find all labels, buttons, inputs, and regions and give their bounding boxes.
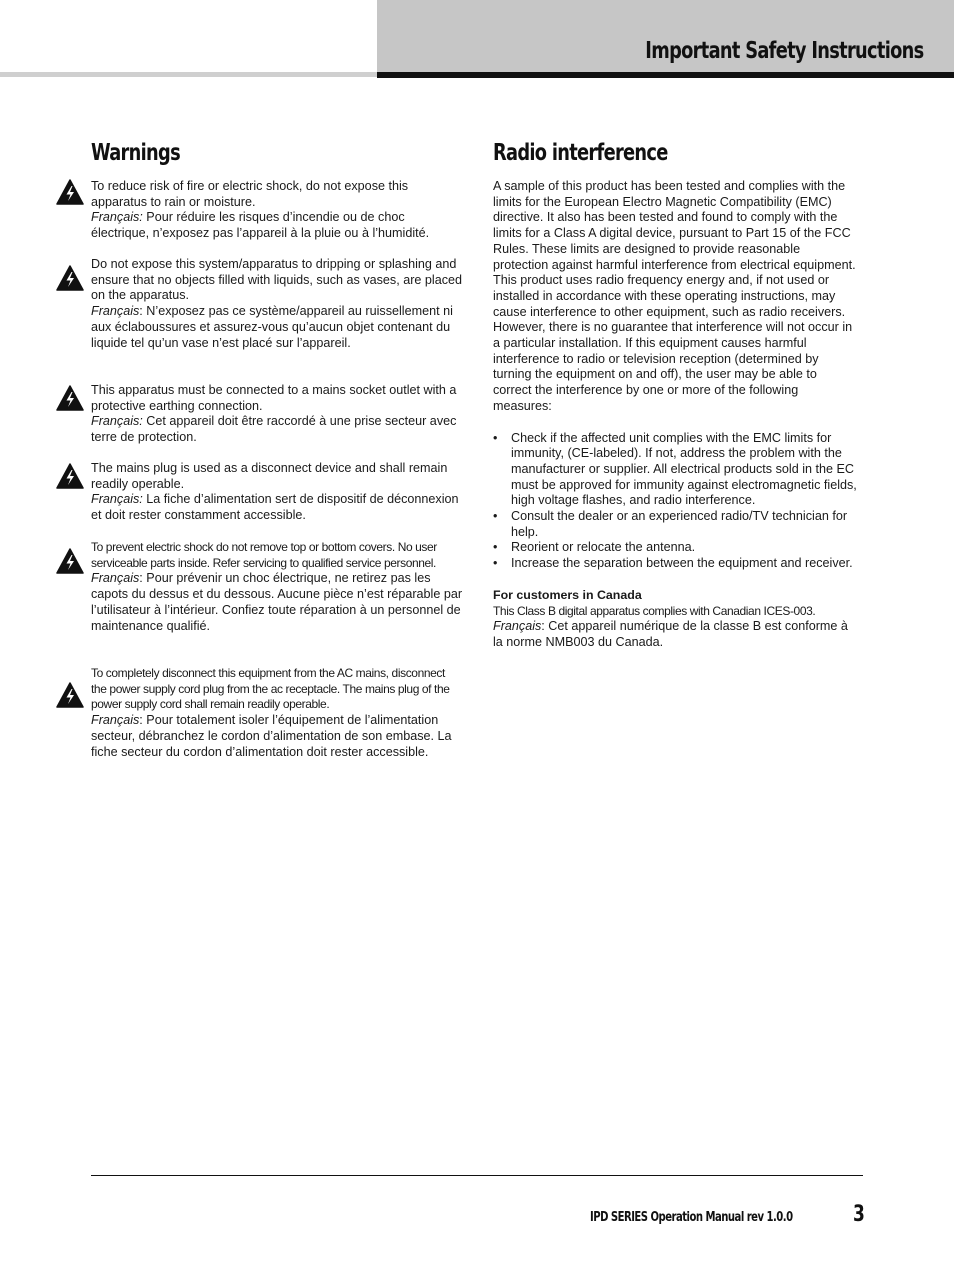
francais-label: Français — [91, 713, 140, 728]
warning-item — [91, 257, 463, 351]
page-title: Important Safety Instructions — [645, 38, 924, 64]
header-left-rule — [0, 72, 377, 77]
manual-name: IPD SERIES Operation Manual rev 1.0.0 — [590, 1210, 793, 1225]
warning-item — [91, 540, 463, 634]
francais-label: Français: — [91, 414, 143, 429]
francais-label: Français — [493, 619, 542, 634]
electric-shock-warning-icon — [56, 179, 84, 205]
electric-shock-warning-icon — [56, 385, 84, 411]
header-right-rule — [377, 72, 954, 78]
warning-text-en: To reduce risk of fire or electric shock, do not expose this apparatus to rain or moisture. — [91, 179, 409, 209]
warning-text-en: The mains plug is used as a disconnect device and shall remain readily operable. — [91, 461, 448, 491]
warning-item — [91, 383, 463, 446]
list-item: • Check if the affected unit complies with the EMC limits for immunity, (CE-labeled). If not, address the problem with the manufacturer or supplier. All electrical products sold in the EC must be approved for immunity against electromagnetic fields, high voltage flashes, and radio interference. — [493, 430, 857, 508]
warnings-title: Warnings — [91, 140, 180, 166]
radio-interference-title: Radio interference — [493, 140, 668, 166]
electric-shock-warning-icon — [56, 463, 84, 489]
radio-intro: A sample of this product has been tested and complies with the limits for the European Electro Magnetic Compatibility (EMC) directive. It also has been tested and found to comply with the limits for a Class A digital device, pursuant to Part 15 of the FCC Rules. These limits are designed to provide reasonable protection against harmful interference from electrical equipment. This product uses radio frequency energy and, if not used or installed in accordance with these operating instructions, may cause interference to other equipment, such as radio receivers. However, there is no guarantee that interference will not occur in a particular installation. If this equipment causes harmful interference to radio or television reception (determined by turning the equipment on and off), the user may be able to correct the interference by one or more of the following measures: — [493, 179, 856, 413]
canada-text-en: This Class B digital apparatus complies with Canadian ICES-003. — [493, 603, 816, 618]
francais-label: Français — [91, 304, 140, 319]
canada-text-fr: Français: Cet appareil numérique de la classe B est conforme à la norme NMB003 du Canada. — [493, 619, 848, 649]
footer-rule — [91, 1175, 863, 1176]
radio-interference-body — [493, 179, 857, 651]
warning-text-fr: Français: N’exposez pas ce système/appareil au ruissellement ni aux éclaboussures et assurez-vous qu’aucun objet contenant du liquide tel qu’un vase n’est placé sur l’appareil. — [91, 304, 453, 350]
warning-text-fr: Français: Pour prévenir un choc électrique, ne retirez pas les capots du dessus et du dessous. Aucune pièce n’est réparable par l’utilisateur à l’intérieur. Confiez toute réparation à un personnel de maintenance qualifié. — [91, 571, 463, 633]
warning-text-en: To completely disconnect this equipment from the AC mains, disconnect the power supply cord plug from the ac receptacle. The mains plug of the power supply cord shall remain readily operable. — [91, 666, 450, 712]
francais-label: Français: — [91, 492, 143, 507]
measures-list — [493, 431, 857, 572]
electric-shock-warning-icon — [56, 265, 84, 291]
canada-heading: For customers in Canada — [493, 587, 642, 602]
warning-text-en: To prevent electric shock do not remove top or bottom covers. No user serviceable parts inside. Refer servicing to qualified service personnel. — [91, 540, 437, 570]
warning-text-fr: Français: La fiche d’alimentation sert de dispositif de déconnexion et doit rester constamment accessible. — [91, 492, 459, 523]
list-item: • Consult the dealer or an experienced radio/TV technician for help. — [493, 509, 848, 539]
warning-text-en: This apparatus must be connected to a mains socket outlet with a protective earthing connection. — [91, 383, 457, 413]
list-item: • Increase the separation between the equipment and receiver. — [493, 556, 853, 571]
list-item: • Reorient or relocate the antenna. — [493, 540, 696, 555]
warning-text-fr: Français: Pour réduire les risques d’incendie ou de choc électrique, n’exposez pas l’appareil à la pluie ou à l’humidité. — [91, 210, 430, 241]
francais-label: Français: — [91, 210, 143, 225]
electric-shock-warning-icon — [56, 682, 84, 708]
warning-text-fr: Français: Cet appareil doit être raccordé à une prise secteur avec terre de protection. — [91, 414, 457, 445]
warning-text-en: Do not expose this system/apparatus to dripping or splashing and ensure that no objects filled with liquids, such as vases, are placed on the apparatus. — [91, 257, 463, 303]
francais-label: Français — [91, 571, 140, 586]
warning-item — [91, 666, 463, 760]
warning-text-fr: Français: Pour totalement isoler l’équipement de l’alimentation secteur, débranchez le cordon d’alimentation de son embase. La fiche secteur du cordon d’alimentation doit rester accessible. — [91, 713, 452, 759]
warning-item — [91, 461, 463, 524]
warning-item — [91, 179, 463, 242]
page-number: 3 — [853, 1202, 865, 1227]
electric-shock-warning-icon — [56, 548, 84, 574]
